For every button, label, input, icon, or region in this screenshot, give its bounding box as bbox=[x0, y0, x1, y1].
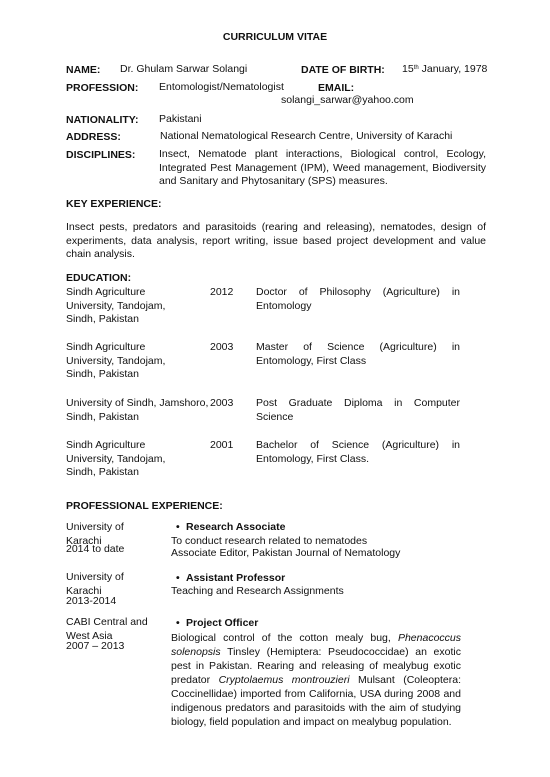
key-experience-heading: KEY EXPERIENCE: bbox=[66, 198, 162, 210]
profession-value: Entomologist/Nematologist bbox=[159, 81, 284, 93]
professional-heading: PROFESSIONAL EXPERIENCE: bbox=[66, 500, 223, 512]
education-degree: Post Graduate Diploma in Computer Science bbox=[256, 397, 460, 423]
name-value: Dr. Ghulam Sarwar Solangi bbox=[120, 63, 248, 75]
nationality-label: NATIONALITY: bbox=[66, 114, 139, 126]
professional-period: 2014 to date bbox=[66, 543, 125, 555]
professional-org: University of Karachi bbox=[66, 571, 124, 597]
professional-period: 2013-2014 bbox=[66, 595, 117, 607]
email-label: EMAIL: bbox=[318, 82, 355, 94]
profession-label: PROFESSION: bbox=[66, 82, 139, 94]
education-year: 2012 bbox=[210, 286, 234, 298]
dob-label: DATE OF BIRTH: bbox=[301, 64, 385, 76]
species-name: Cryptolaemus montrouzieri bbox=[218, 674, 350, 686]
desc-text: Biological control of the cotton mealy bug, bbox=[171, 632, 398, 644]
education-degree: Master of Science (Agriculture) in Entomology, First Class bbox=[256, 341, 460, 367]
address-value: National Nematological Research Centre, University of Karachi bbox=[160, 130, 453, 142]
role-title: Assistant Professor bbox=[186, 572, 286, 584]
education-heading: EDUCATION: bbox=[66, 272, 132, 284]
professional-org: University of Karachi bbox=[66, 521, 124, 547]
education-year: 2001 bbox=[210, 439, 234, 451]
dob-value bbox=[402, 63, 487, 77]
dob-day: 15 bbox=[402, 63, 414, 75]
address-label: ADDRESS: bbox=[66, 131, 121, 143]
professional-line: Teaching and Research Assignments bbox=[171, 585, 344, 597]
education-degree: Doctor of Philosophy (Agriculture) in Entomology bbox=[256, 286, 460, 312]
role-title: Research Associate bbox=[186, 521, 286, 533]
education-institution: Sindh Agriculture University, Tandojam, Sindh, Pakistan bbox=[66, 439, 166, 478]
species-name: Phenacoccus solenopsis bbox=[171, 632, 461, 658]
dob-suffix: th bbox=[413, 65, 419, 71]
email-value: solangi_sarwar@yahoo.com bbox=[281, 94, 414, 106]
professional-role bbox=[176, 521, 285, 533]
professional-role bbox=[176, 572, 285, 584]
professional-org: CABI Central and West Asia bbox=[66, 616, 148, 642]
bullet-icon: • bbox=[176, 617, 180, 629]
desc-text: Mulsant (Coleoptera: Coccinellidae) imported from California, USA during 2008 and indigenous predators and parasitoids with the aim of studying biology, field population and impact on mealybug population. bbox=[171, 674, 461, 728]
education-institution: Sindh Agriculture University, Tandojam, Sindh, Pakistan bbox=[66, 341, 166, 380]
key-experience-text: Insect pests, predators and parasitoids (rearing and releasing), nematodes, design of experiments, data analysis, report writing, issue based project development and value chain analysis. bbox=[66, 221, 486, 260]
education-year: 2003 bbox=[210, 397, 234, 409]
disciplines-value: Insect, Nematode plant interactions, Biological control, Ecology, Integrated Pest Management (IPM), Weed management, Biodiversity and Sanitary and Phytosanitary (SPS) measures. bbox=[159, 148, 486, 187]
bullet-icon: • bbox=[176, 572, 180, 584]
bullet-icon: • bbox=[176, 521, 180, 533]
name-label: NAME: bbox=[66, 64, 101, 76]
dob-rest: January, 1978 bbox=[418, 63, 488, 75]
education-year: 2003 bbox=[210, 341, 234, 353]
role-title: Project Officer bbox=[186, 617, 259, 629]
nationality-value: Pakistani bbox=[159, 113, 202, 125]
desc-text: Tinsley (Hemiptera: Pseudococcidae) an exotic pest in Pakistan. Rearing and releasing of mealybug exotic predator bbox=[171, 646, 461, 686]
education-institution: University of Sindh, Jamshoro, Sindh, Pakistan bbox=[66, 397, 209, 423]
professional-role bbox=[176, 617, 258, 629]
disciplines-label: DISCIPLINES: bbox=[66, 149, 136, 161]
professional-period: 2007 – 2013 bbox=[66, 640, 125, 652]
document-title: CURRICULUM VITAE bbox=[222, 31, 328, 43]
professional-line: To conduct research related to nematodes bbox=[171, 535, 368, 547]
education-institution: Sindh Agriculture University, Tandojam, Sindh, Pakistan bbox=[66, 286, 166, 325]
education-degree: Bachelor of Science (Agriculture) in Entomology, First Class. bbox=[256, 439, 460, 465]
professional-line: Associate Editor, Pakistan Journal of Nematology bbox=[171, 547, 401, 559]
professional-description bbox=[171, 631, 461, 729]
